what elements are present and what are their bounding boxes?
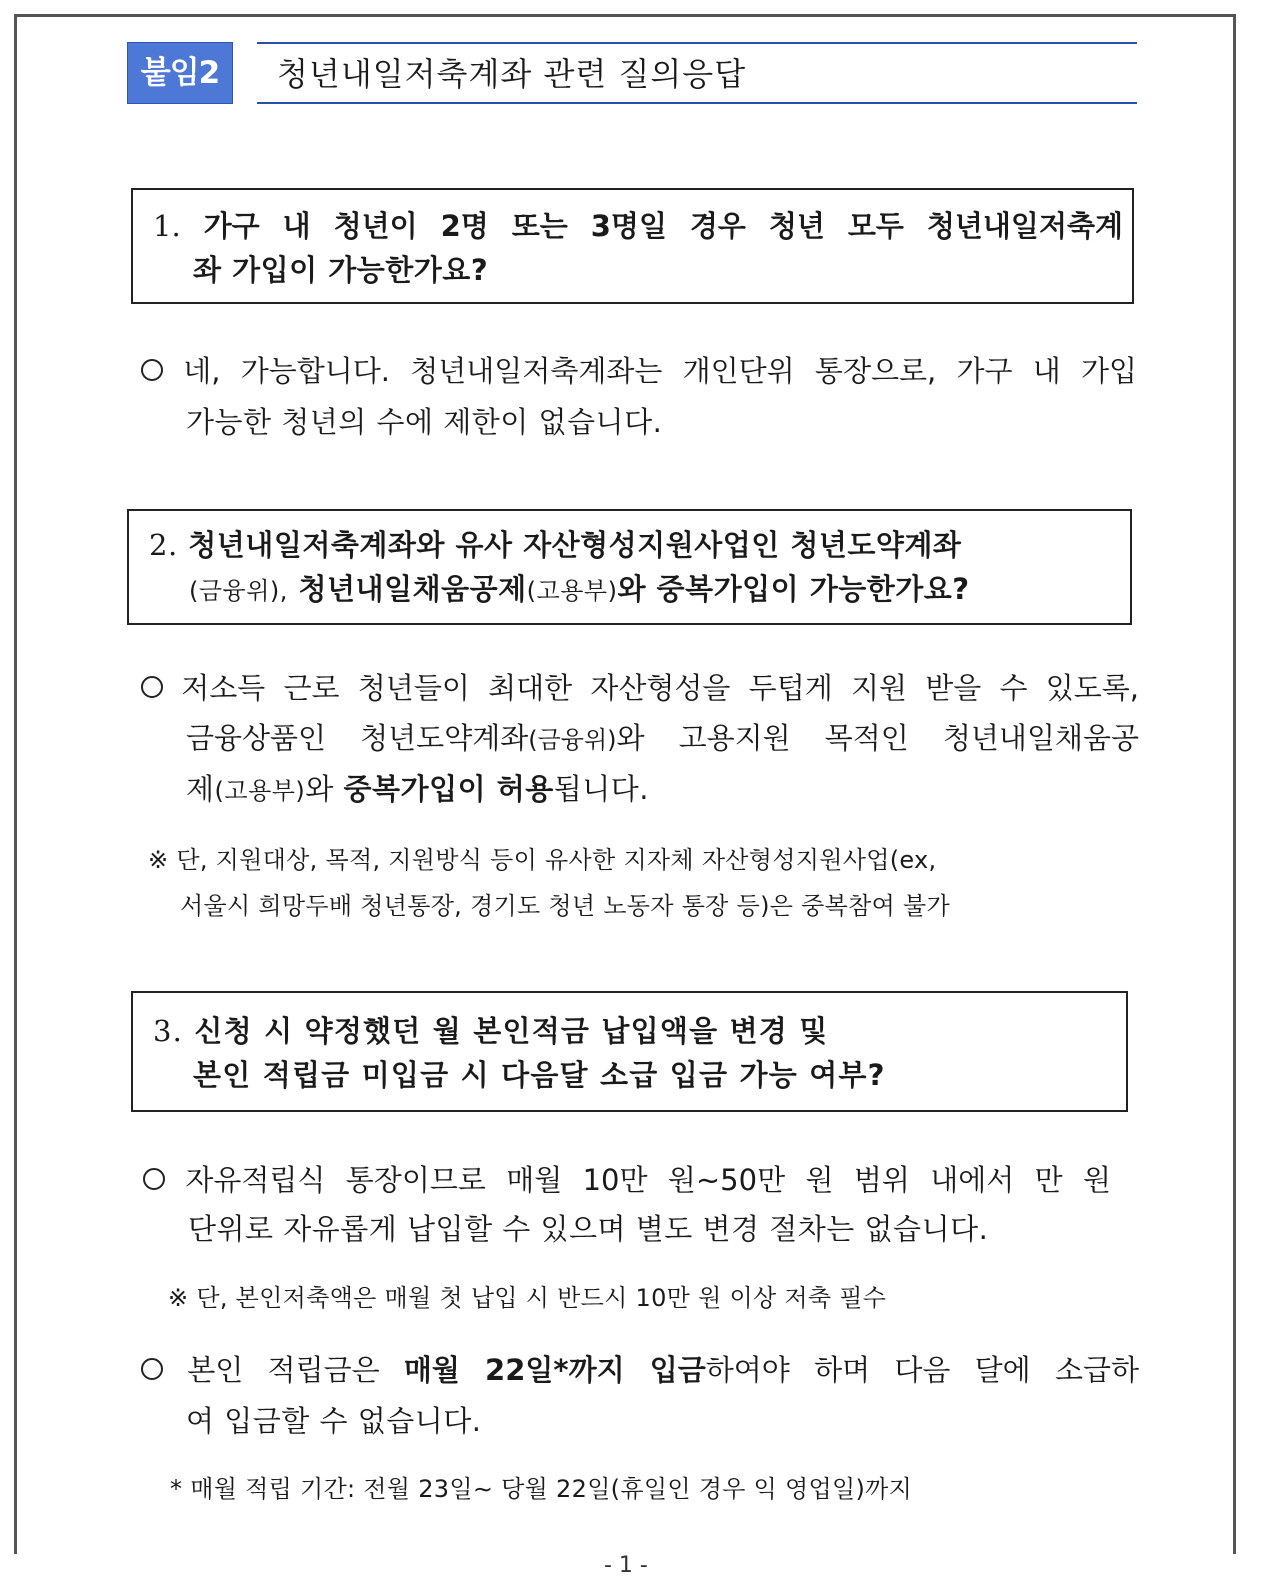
question-2-line-1: [149, 525, 961, 565]
answer-2-line-2: [186, 718, 1139, 760]
note-2-line-1: ※ 단, 지원대상, 목적, 지원방식 등이 유사한 지자체 자산형성지원사업(ex,: [148, 846, 937, 874]
answer-2-line-1: [141, 668, 1139, 708]
question-3-text-line-1: 신청 시 약정했던 월 본인적금 납입액을 변경 및: [194, 1014, 829, 1048]
answer-1-line-2: 가능한 청년의 수에 제한이 없습니다.: [186, 405, 663, 439]
question-3-line-2: 본인 적립금 미입금 시 다음달 소급 입금 가능 여부?: [193, 1058, 886, 1092]
question-3-number: 3.: [153, 1014, 184, 1048]
page-title: 청년내일저축계좌 관련 질의응답: [277, 55, 747, 93]
question-box-2: [127, 509, 1132, 625]
answer-3b-text-line-1a: 본인 적립금은: [187, 1353, 404, 1387]
answer-2-text-line-2c: 와 고용지원 목적인 청년내일채움공: [616, 721, 1139, 755]
answer-2-text-line-1: 저소득 근로 청년들이 최대한 자산형성을 두텁게 지원 받을 수 있도록,: [181, 671, 1140, 705]
question-2-line-2: [189, 569, 970, 611]
answer-2-text-line-2a: 금융상품인 청년도약계좌: [186, 721, 529, 755]
question-box-3: [131, 991, 1128, 1112]
header-title-rule: [257, 42, 1137, 104]
note-3a-line-1: ※ 단, 본인저축액은 매월 첫 납입 시 반드시 10만 원 이상 저축 필수: [168, 1284, 887, 1312]
question-box-1: [131, 188, 1134, 304]
question-1-number: 1.: [153, 209, 181, 243]
answer-2-line-3: [186, 769, 649, 811]
note-3b-line-1: * 매월 적립 기간: 전월 23일∼ 당월 22일(휴일인 경우 익 영업일)까지: [170, 1475, 913, 1503]
answer-1-text-line-1: 네, 가능합니다. 청년내일저축계좌는 개인단위 통장으로, 가구 내 가입: [183, 354, 1138, 388]
bullet-circle-icon: [141, 676, 163, 698]
question-2-text-end: 와 중복가입이 가능한가요?: [617, 572, 970, 606]
answer-2-text-line-3c: 와: [305, 772, 344, 806]
answer-2-text-line-3a: 제: [186, 772, 215, 806]
answer-3a-text-line-1: 자유적립식 통장이므로 매월 10만 원∼50만 원 범위 내에서 만 원: [185, 1163, 1111, 1197]
page-number: - 1 -: [604, 1553, 648, 1578]
answer-3b-line-1: [141, 1350, 1139, 1390]
answer-2-agency-1: (금융위): [528, 726, 617, 754]
question-2-agency-1: (금융위),: [189, 577, 288, 605]
answer-3a-line-2: 단위로 자유롭게 납입할 수 있으며 별도 변경 절차는 없습니다.: [188, 1212, 989, 1246]
answer-2-emphasis: 중복가입이 허용: [343, 772, 554, 806]
note-2-line-2: 서울시 희망두배 청년통장, 경기도 청년 노동자 통장 등)은 중복참여 불가: [180, 892, 950, 920]
answer-3b-line-2: 여 입금할 수 없습니다.: [186, 1404, 482, 1438]
question-2-program: 청년내일채움공제: [298, 572, 527, 606]
question-1-line-2: 좌 가입이 가능한가요?: [193, 253, 489, 287]
question-2-text-line-1: 청년내일저축계좌와 유사 자산형성지원사업인 청년도약계좌: [188, 528, 962, 562]
question-1-line-1: [153, 206, 1123, 246]
bullet-circle-icon: [141, 1358, 163, 1380]
answer-2-agency-2: (고용부): [214, 777, 306, 805]
answer-3b-emphasis: 매월 22일*까지 입금: [403, 1353, 706, 1387]
question-2-agency-2: (고용부): [526, 577, 618, 605]
bullet-circle-icon: [143, 1168, 165, 1190]
bullet-circle-icon: [141, 359, 163, 381]
question-2-number: 2.: [149, 528, 178, 562]
question-1-text-line-1: 가구 내 청년이 2명 또는 3명일 경우 청년 모두 청년내일저축계: [203, 209, 1123, 243]
answer-2-text-line-3e: 됩니다.: [553, 772, 649, 806]
question-3-line-1: [153, 1011, 829, 1051]
attachment-badge: 붙임2: [127, 42, 233, 104]
answer-1-line-1: [141, 351, 1137, 391]
answer-3b-text-line-1c: 하여야 하며 다음 달에 소급하: [705, 1353, 1139, 1387]
answer-3a-line-1: [143, 1160, 1111, 1200]
document-header: [127, 42, 1139, 106]
